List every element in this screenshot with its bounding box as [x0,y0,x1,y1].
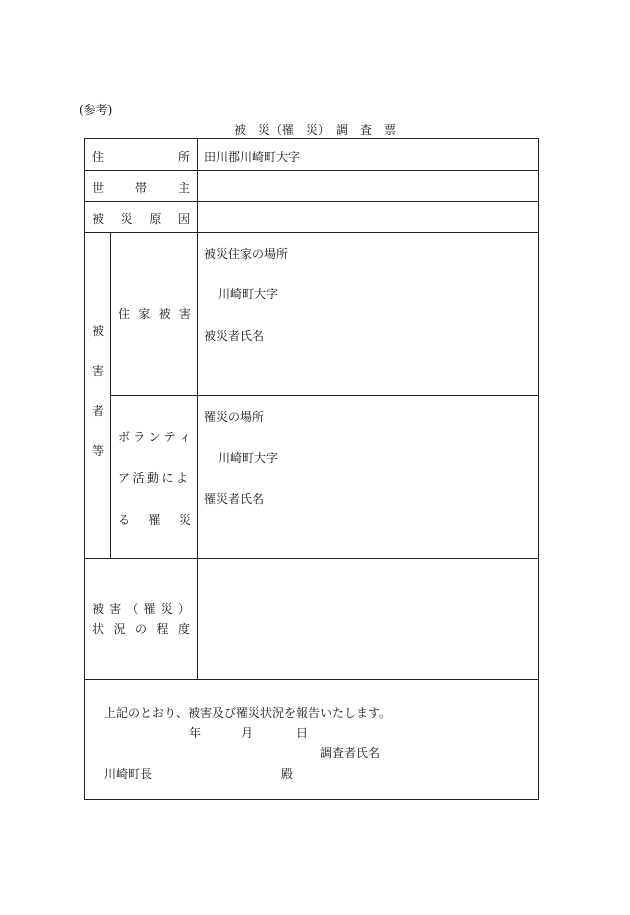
address-value: 田川郡川崎町大字 [204,150,301,164]
house-location-label: 被災住家の場所 [204,247,289,261]
address-label-right: 所 [178,150,191,164]
volunteer-label-line1: ボ ラ ン テ ィ [118,430,191,444]
volunteer-victim-name-label: 罹災者氏名 [204,492,265,506]
row-divider [85,558,538,559]
victims-group-label: 被 害 者 等 [91,324,104,458]
row-divider [85,232,538,233]
survey-form [84,138,539,800]
damage-status-label-line2: 状 況 の 程 度 [92,622,190,636]
honorific-label: 殿 [281,767,294,781]
volunteer-label-line2: ア活動によ [118,471,191,485]
house-victim-name-label: 被災者氏名 [204,329,265,343]
date-month-label: 月 [241,726,254,740]
volunteer-label-line3: る 罹 災 [118,513,191,527]
volunteer-location-value: 川崎町大字 [218,451,279,465]
recipient-label: 川崎町長 [104,767,153,781]
reference-label: (参考) [79,103,113,117]
address-label-left: 住 [92,150,105,164]
date-year-label: 年 [189,726,202,740]
column-divider [110,232,111,558]
row-divider [85,170,538,171]
column-divider [197,139,198,679]
damage-status-label-line1: 被 害 （ 罹 災 ） [92,602,190,616]
disaster-cause-label: 被 災 原 因 [92,212,190,226]
investigator-name-label: 調査者氏名 [320,746,381,760]
row-divider [85,679,538,680]
report-statement: 上記のとおり、被害及び罹災状況を報告いたします。 [104,706,392,720]
row-divider [85,201,538,202]
house-location-value: 川崎町大字 [218,287,279,301]
volunteer-location-label: 罹災の場所 [204,410,265,424]
householder-label: 世 帯 主 [92,181,190,195]
date-day-label: 日 [296,726,309,740]
form-title: 被 災（罹 災） 調 査 票 [233,123,396,137]
row-divider [110,395,538,396]
house-damage-label: 住 家 被 害 [118,307,191,321]
